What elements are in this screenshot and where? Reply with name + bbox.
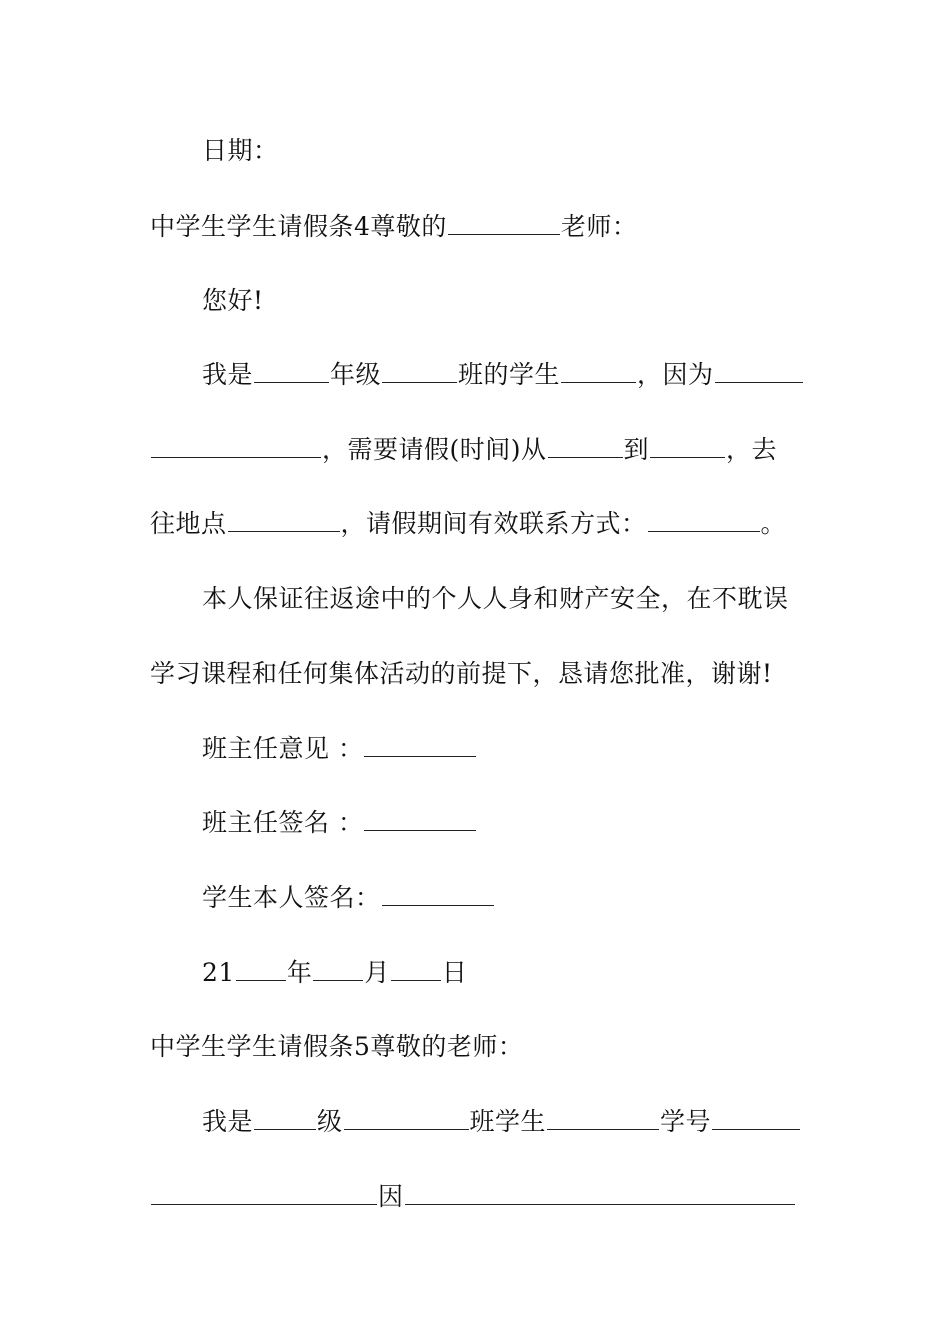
- time-from-blank: [548, 431, 623, 458]
- date-label: [202, 131, 802, 171]
- reason-blank-start: [715, 356, 803, 383]
- day-blank: [391, 954, 441, 981]
- year-label: 年: [286, 958, 313, 987]
- reason-blank-continued: [151, 431, 321, 458]
- reason-blank-post: [405, 1178, 795, 1205]
- year-blank: [236, 954, 286, 981]
- title-4-text: 中学生学生请假条4尊敬的: [150, 212, 447, 241]
- greeting: [202, 281, 802, 321]
- contact-blank: [648, 505, 760, 532]
- reason-blank-pre: [151, 1178, 377, 1205]
- p1-seg2: 年级: [330, 360, 382, 389]
- p6-seg2: 级: [317, 1107, 343, 1136]
- title-5-text: 中学生学生请假条5尊敬的老师：: [150, 1032, 524, 1061]
- head-teacher-opinion-blank: [364, 730, 476, 757]
- date-fill-line: [202, 953, 802, 993]
- p5-text: 学习课程和任何集体活动的前提下，恳请您批准，谢谢!: [150, 659, 773, 688]
- paragraph-student-id: [202, 1102, 802, 1142]
- student-name-blank: [561, 356, 636, 383]
- day-label: 日: [441, 958, 468, 987]
- head-teacher-signature-label: 班主任签名 ：: [202, 808, 364, 837]
- student-signature: [202, 878, 802, 918]
- p6-seg1: 我是: [202, 1107, 254, 1136]
- paragraph-destination: [150, 504, 802, 544]
- year-prefix: 21: [202, 958, 235, 987]
- month-label: 月: [364, 958, 390, 987]
- p3-seg1: 往地点: [150, 509, 227, 538]
- head-teacher-signature: [202, 803, 802, 843]
- paragraph-reason: [150, 1177, 802, 1217]
- level-blank: [254, 1103, 316, 1130]
- p7-seg1: 因: [378, 1182, 404, 1211]
- leave-note-5-title: [150, 1027, 802, 1067]
- paragraph-student-info: [202, 355, 802, 395]
- teacher-name-blank: [448, 208, 560, 235]
- p2-seg3: ，去: [726, 435, 778, 464]
- p3-seg2: ，请假期间有效联系方式：: [340, 509, 647, 538]
- p6-seg4: 学号: [660, 1107, 712, 1136]
- title-4-end-text: 老师：: [560, 212, 638, 241]
- student-name-blank-2: [547, 1103, 659, 1130]
- p6-seg3: 班学生: [469, 1107, 547, 1136]
- class-blank: [382, 356, 457, 383]
- paragraph-leave-time: [150, 430, 802, 470]
- student-signature-label: 学生本人签名：: [202, 883, 381, 912]
- head-teacher-opinion-label: 班主任意见 ：: [202, 734, 364, 763]
- month-blank: [313, 954, 363, 981]
- time-to-blank: [650, 431, 725, 458]
- destination-blank: [228, 505, 340, 532]
- head-teacher-signature-blank: [364, 804, 476, 831]
- paragraph-request: [150, 654, 802, 694]
- student-id-blank: [712, 1103, 800, 1130]
- p1-seg3: 班的学生: [458, 360, 561, 389]
- p2-seg2: 到: [623, 435, 650, 464]
- student-signature-blank: [382, 879, 494, 906]
- p3-seg3: 。: [760, 509, 787, 538]
- p1-seg1: 我是: [202, 360, 254, 389]
- grade-blank: [254, 356, 329, 383]
- leave-note-4-title: [150, 207, 802, 247]
- p1-seg4: ，因为: [637, 360, 714, 389]
- class-blank-2: [344, 1103, 469, 1130]
- paragraph-guarantee: [202, 579, 802, 619]
- greeting-text: 您好!: [202, 286, 264, 315]
- p2-seg1: ，需要请假(时间)从: [322, 435, 547, 464]
- date-label-text: 日期：: [202, 136, 279, 165]
- p4-text: 本人保证往返途中的个人人身和财产安全，在不耽误: [202, 584, 789, 613]
- head-teacher-opinion: [202, 729, 802, 769]
